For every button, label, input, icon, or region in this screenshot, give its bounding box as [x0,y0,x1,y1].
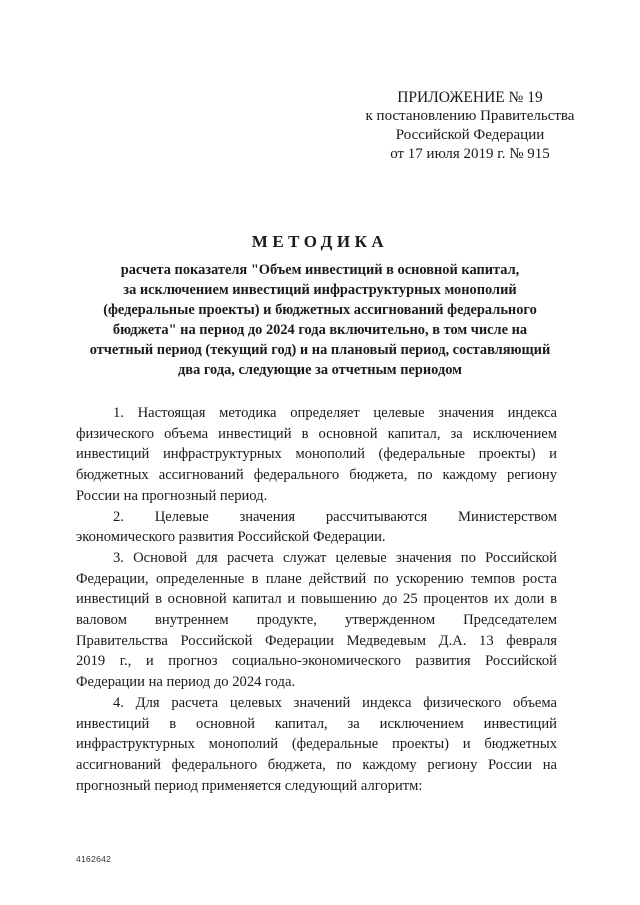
paragraph-line: валовом внутреннем продукте, утвержденном Председателем [76,612,557,629]
appendix-date-number-line: от 17 июля 2019 г. № 915 [390,146,550,162]
paragraph-line: инфраструктурных монополий (федеральные проекты) и бюджетных [76,736,557,753]
paragraph-line: 3. Основой для расчета служат целевые значения по Российской [113,549,557,566]
paragraph-line: экономического развития Российской Федерации. [76,529,386,546]
paragraph-line: инвестиций в основной капитал, за исключением инвестиций [76,715,557,732]
document-subtitle [70,260,570,380]
appendix-heading: ПРИЛОЖЕНИЕ № 19 [397,89,543,106]
paragraph-1 [76,403,557,507]
document-title: МЕТОДИКА [251,232,389,251]
subtitle-line: отчетный период (текущий год) и на плановый период, составляющий [89,342,551,358]
subtitle-line: за исключением инвестиций инфраструктурных монополий [123,282,517,298]
subtitle-line: (федеральные проекты) и бюджетных ассигнований федерального [103,302,537,318]
paragraph-line: бюджетных ассигнований федерального бюджета, по каждому региону [76,467,557,484]
paragraph-line: Федерации на период до 2024 года. [76,674,296,691]
paragraph-line: Федерации, определенные в плане действий по ускорению темпов роста [76,570,557,587]
subtitle-line: два года, следующие за отчетным периодом [178,362,462,378]
paragraph-line: инвестиций в основной капитал и повышению до 25 процентов их доли в [76,591,557,608]
paragraph-line: ассигнований федерального бюджета, по каждому региону России на [76,756,557,773]
paragraph-4 [76,693,557,797]
paragraph-line: физического объема инвестиций в основной капитал, за исключением [76,425,557,442]
document-body [76,403,557,796]
paragraph-line: 4. Для расчета целевых значений индекса физического объема [113,694,557,711]
subtitle-line: расчета показателя "Объем инвестиций в основной капитал, [120,262,520,278]
subtitle-line: бюджета" на период до 2024 года включительно, в том числе на [112,322,528,338]
appendix-block [320,88,620,164]
paragraph-line: инвестиций инфраструктурных монополий (федеральные проекты) и [76,446,557,463]
paragraph-line: России на прогнозный период. [76,487,268,504]
paragraph-line: прогнозный период применяется следующий алгоритм: [76,777,423,794]
appendix-reference-line: к постановлению Правительства [365,108,575,124]
paragraph-line: 2019 г., и прогноз социально-экономического развития Российской [76,653,557,670]
paragraph-line: 1. Настоящая методика определяет целевые значения индекса [113,405,557,421]
paragraph-line: 2. Целевые значения рассчитываются Министерством [113,508,557,525]
footer-doc-number: 4162642 [76,854,112,864]
paragraph-3 [76,548,557,693]
paragraph-line: Правительства Российской Федерации Медведевым Д.А. 13 февраля [76,632,557,649]
paragraph-2 [76,507,557,548]
appendix-authority-line: Российской Федерации [395,127,545,143]
